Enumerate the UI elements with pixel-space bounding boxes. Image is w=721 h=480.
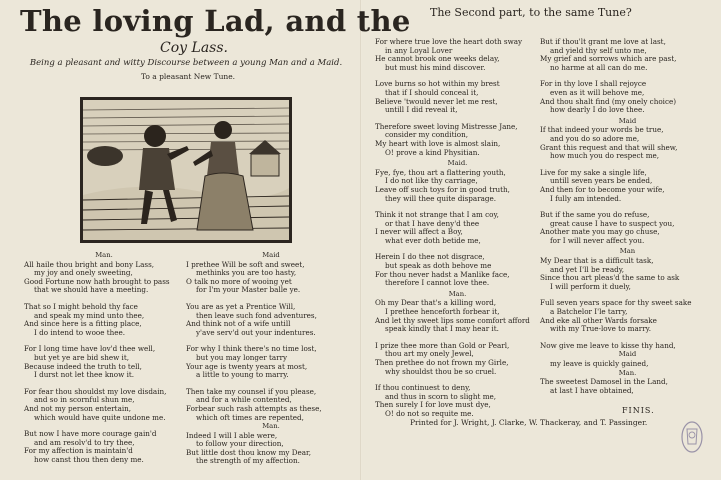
verse-line: Love burns so hot within my brest <box>375 79 500 89</box>
verse-line: but must his mind discover. <box>385 62 486 72</box>
verse-line: Since thou art pleas'd the same to ask <box>540 273 680 283</box>
verse-line: Because indeed the truth to tell, <box>24 361 142 371</box>
verse-line: And think not of a wife untill <box>186 319 291 329</box>
verse-line: And thou shalt find (my onely choice) <box>540 96 677 106</box>
stanza <box>24 261 184 295</box>
verse-line: And not my person entertain, <box>24 403 132 413</box>
verse-line: with my True-love to marry. <box>550 324 652 334</box>
verse-line: If thou continuest to deny, <box>375 383 471 393</box>
verse-line: for I'm your Master balle ye. <box>196 285 301 295</box>
verse-line: But now I have more courage gain'd <box>24 429 157 439</box>
printer-imprint: Printed for J. Wright, J. Clarke, W. Thackeray, and T. Passinger. <box>410 418 648 427</box>
stanza <box>375 384 540 418</box>
verse-line: My Dear that is a difficult task, <box>540 256 654 266</box>
stanza <box>540 169 715 203</box>
verse-line: But if thou'lt grant me love at last, <box>540 37 666 46</box>
verse-line: Oh my Dear that's a killing word, <box>375 298 497 308</box>
column-second-part-right <box>540 38 715 403</box>
verse-line: that we should have a meeting. <box>34 285 149 295</box>
verse-line: He cannot brook one weeks delay, <box>375 54 500 64</box>
verse-line: But if the same you do refuse, <box>540 210 650 220</box>
stanza <box>186 303 356 337</box>
stanza <box>375 253 540 287</box>
stanza <box>186 432 356 466</box>
verse-line: no harme at all can do me. <box>550 62 648 72</box>
verse-line: in any Loyal Lover <box>385 45 453 55</box>
library-stamp-icon <box>680 420 704 454</box>
stanza <box>375 123 540 157</box>
verse-line: Then take my counsel if you please, <box>186 386 317 396</box>
verse-line: how much you do respect me, <box>550 151 660 161</box>
verse-line: untill seven years be ended, <box>550 176 653 186</box>
stanza <box>186 345 356 379</box>
verse-line: y'ave serv'd out your indentures. <box>196 327 316 337</box>
verse-line: I never will affect a Boy, <box>375 227 463 237</box>
speaker-label: Maid <box>262 251 280 259</box>
verse-line: For I long time have lov'd thee well, <box>24 344 156 354</box>
woodcut-illustration <box>80 97 292 243</box>
verse-line: methinks you are too hasty, <box>196 268 297 278</box>
verse-line: I prize thee more than Gold or Pearl, <box>375 340 510 350</box>
verse-line: Then prethee do not frown my Girle, <box>375 358 509 367</box>
verse-line: and am resolv'd to try thee, <box>34 437 135 447</box>
column-man-verses <box>24 251 184 472</box>
stanza <box>375 169 540 203</box>
verse-line: And eke all other Wards forsake <box>540 315 657 325</box>
stanza <box>186 261 356 295</box>
speaker-label: Man. <box>618 368 637 377</box>
verse-line: And then for to become your wife, <box>540 184 665 194</box>
verse-line: Good Fortune now hath brought to pass <box>24 276 170 286</box>
verse-line: and speak my mind unto thee, <box>34 310 145 320</box>
verse-line: and you do so adore me, <box>550 133 640 143</box>
verse-line: that if I should conceal it, <box>385 87 479 97</box>
verse-line: I do not like thy carriage, <box>385 176 478 186</box>
stanza <box>540 299 715 333</box>
speaker-label: Man. <box>448 289 467 298</box>
verse-line: how canst thou then deny me. <box>34 454 144 464</box>
verse-line: Then surely I for love must dye, <box>375 400 491 410</box>
verse-line: which would have quite undone me. <box>34 412 166 422</box>
stanza <box>540 80 715 114</box>
verse-line: consider my condition, <box>385 130 469 140</box>
speaker-label: Man <box>619 247 636 256</box>
speaker-label: Maid <box>618 116 637 125</box>
verse-line: I fully am intended. <box>550 193 622 203</box>
verse-line: For where true love the heart doth sway <box>375 37 523 46</box>
verse-line: Now give me leave to kisse thy hand, <box>540 340 676 350</box>
verse-line: Fye, fye, thou art a flattering youth, <box>375 167 506 177</box>
verse-line: For fear thou shouldst my love disdain, <box>24 386 167 396</box>
verse-line: which oft times are repented, <box>196 412 304 422</box>
stanza <box>540 257 715 291</box>
verse-line: what ever doth betide me, <box>385 235 481 245</box>
ballad-description: Being a pleasant and witty Discourse between a young Man and a Maid. <box>29 58 343 68</box>
stanza <box>540 360 715 369</box>
verse-line: they will thee quite disparage. <box>385 193 497 203</box>
verse-line: speak kindly that I may hear it. <box>385 324 499 334</box>
verse-line: I prethee Will be soft and sweet, <box>186 259 305 269</box>
verse-line: Another mate you may go chuse, <box>540 227 660 237</box>
verse-line: Leave off such toys for in good truth, <box>375 184 510 194</box>
verse-line: Full seven years space for thy sweet sake <box>540 298 692 308</box>
stanza <box>375 80 540 114</box>
verse-line: untill I did reveal it, <box>385 105 458 115</box>
verse-line: And let thy sweet lips some comfort afford <box>375 315 530 325</box>
verse-line: My grief and sorrows which are past, <box>540 54 677 64</box>
finis-label: FINIS. <box>622 406 655 415</box>
stanza <box>24 303 184 337</box>
stanza <box>186 388 356 422</box>
stanza <box>375 38 540 72</box>
ballad-title: The loving Lad, and the <box>20 4 411 38</box>
verse-line: the strength of my affection. <box>196 456 300 466</box>
verse-line: My heart with love is almost slain, <box>375 138 501 148</box>
verse-line: For thou never hadst a Manlike face, <box>375 269 510 279</box>
verse-line: or that I have deny'd thee <box>385 218 480 228</box>
verse-line: thou art my onely Jewel, <box>385 349 474 359</box>
verse-line: Forbear such rash attempts as these, <box>186 403 322 413</box>
verse-line: And since here is a fitting place, <box>24 319 142 329</box>
verse-line: I durst not let thee know it. <box>34 370 135 380</box>
verse-line: But little dost thou know my Dear, <box>186 447 311 457</box>
verse-line: a Batchelor I'le tarry, <box>550 307 628 317</box>
verse-line: and thus in scorn to slight me, <box>385 391 497 401</box>
verse-line: All haile thou bright and bony Lass, <box>24 259 155 269</box>
verse-line: and yet I'll be ready, <box>550 264 625 274</box>
verse-line: a little to young to marry. <box>196 370 289 380</box>
verse-line: That so I might behold thy face <box>24 301 138 311</box>
stanza <box>24 430 184 464</box>
speaker-label: Maid. <box>447 159 468 168</box>
speaker-label: Maid <box>618 350 637 359</box>
verse-line: For my affection is maintain'd <box>24 446 133 456</box>
stanza <box>540 38 715 72</box>
verse-line: my joy and onely sweeting, <box>34 268 133 278</box>
column-maid-verses <box>186 251 356 474</box>
second-part-title: The Second part, to the same Tune? <box>430 6 632 19</box>
stanza <box>375 342 540 376</box>
verse-line: why shouldst thou be so cruel. <box>385 366 497 376</box>
verse-line: O talk no more of wooing yet <box>186 276 292 286</box>
verse-line: I do intend to wooe thee. <box>34 327 126 337</box>
stanza <box>540 126 715 160</box>
verse-line: If that indeed your words be true, <box>540 125 664 135</box>
verse-line: Therefore sweet loving Mistresse Jane, <box>375 121 518 131</box>
verse-line: Your age is twenty years at most, <box>186 361 308 371</box>
verse-line: For why I think there's no time lost, <box>186 344 317 354</box>
verse-line: I prethee henceforth forbear it, <box>385 307 500 317</box>
woodcut-man-and-maid-image <box>83 100 289 240</box>
verse-line: therefore I cannot love thee. <box>385 278 490 288</box>
column-second-part-left <box>375 38 540 427</box>
verse-line: but you may longer tarry <box>196 352 288 362</box>
verse-line: The sweetest Damosel in the Land, <box>540 377 668 387</box>
verse-line: at last I have obtained, <box>550 385 634 395</box>
verse-line: Indeed I will I able were, <box>186 430 278 440</box>
verse-line: Live for my sake a single life, <box>540 167 647 177</box>
stanza <box>540 378 715 395</box>
verse-line: O! do not so requite me. <box>385 408 474 418</box>
verse-line: Grant this request and that will shew, <box>540 142 678 152</box>
verse-line: how dearly I do love thee. <box>550 105 645 115</box>
verse-line: and for a while contented, <box>196 395 292 405</box>
verse-line: even as it will behove me, <box>550 87 645 97</box>
verse-line: and yield thy self unto me, <box>550 45 647 55</box>
stanza <box>375 211 540 245</box>
verse-line: For in thy love I shall rejoyce <box>540 79 647 89</box>
speaker-label: Man. <box>95 251 113 259</box>
verse-line: O! prove a kind Physitian. <box>385 147 480 157</box>
verse-line: to follow your direction, <box>196 439 284 449</box>
speaker-label: Man. <box>262 422 280 431</box>
ballad-subtitle: Coy Lass. <box>160 40 228 56</box>
stanza <box>540 211 715 245</box>
verse-line: and so in scornful shun me, <box>34 395 135 405</box>
stanza <box>24 345 184 379</box>
verse-line: then leave such fond adventures, <box>196 310 317 320</box>
verse-line: but yet ye are bid shew it, <box>34 352 130 362</box>
verse-line: Think it not strange that I am coy, <box>375 210 499 220</box>
stanza <box>24 388 184 422</box>
verse-line: great cause I have to suspect you, <box>550 218 675 228</box>
ballad-tune: To a pleasant New Tune. <box>140 72 236 81</box>
verse-line: for I will never affect you. <box>550 235 645 245</box>
stanza <box>540 342 715 351</box>
stanza <box>375 299 540 333</box>
verse-line: You are as yet a Prentice Will, <box>186 301 296 311</box>
verse-line: I will perform it duely, <box>550 281 631 291</box>
verse-line: but speak as doth behove me <box>385 261 492 271</box>
verse-line: my leave is quickly gained, <box>550 359 649 368</box>
verse-line: Herein I do thee not disgrace, <box>375 252 485 262</box>
verse-line: Believe 'twould never let me rest, <box>375 96 498 106</box>
